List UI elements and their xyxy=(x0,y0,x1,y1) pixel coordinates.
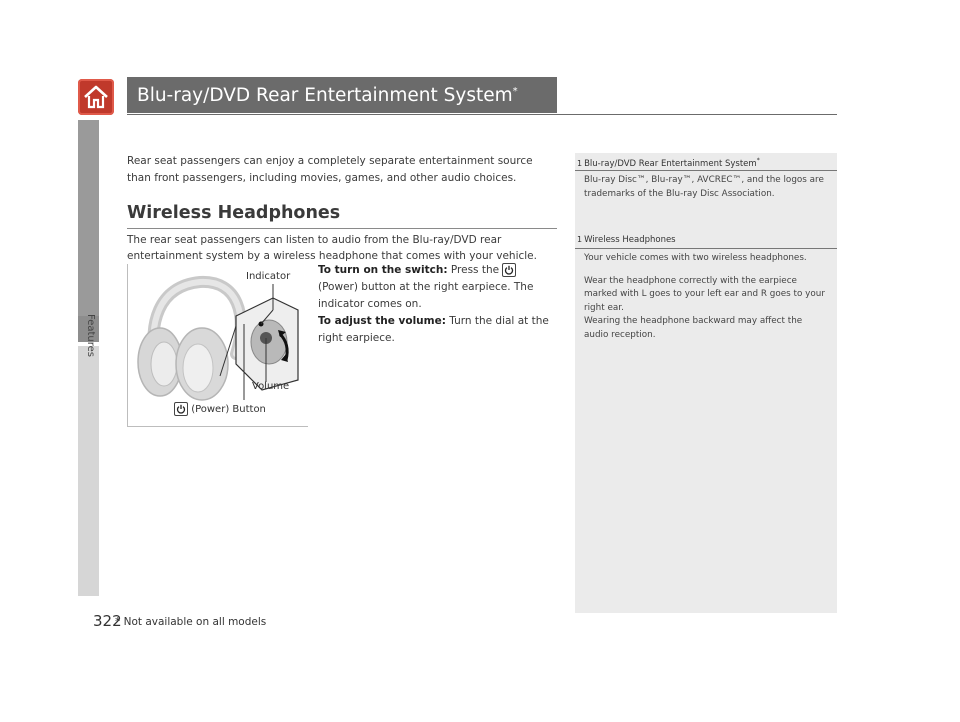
volume-text: Turn the dial at the right earpiece. xyxy=(318,315,549,344)
turn-on-heading: To turn on the switch: xyxy=(318,264,448,276)
section-rule xyxy=(127,228,557,229)
note2-body xyxy=(584,252,829,351)
turn-on-pre: Press the xyxy=(450,264,500,276)
title-asterisk: * xyxy=(512,85,518,97)
home-icon xyxy=(83,85,109,109)
page-title: Blu-ray/DVD Rear Entertainment System* xyxy=(137,85,518,106)
volume-label: Volume xyxy=(252,381,290,392)
note1-number: 1 xyxy=(577,158,583,168)
page-header xyxy=(127,77,557,113)
turn-on-post: (Power) button at the right earpiece. The indicator comes on. xyxy=(318,281,534,310)
note2-number: 1 xyxy=(577,235,583,244)
header-rule xyxy=(127,114,837,115)
side-notes-panel xyxy=(575,153,837,613)
section-heading: Wireless Headphones xyxy=(127,203,341,223)
home-button[interactable] xyxy=(78,79,114,115)
rail-top xyxy=(78,120,99,320)
section-label[interactable]: Features xyxy=(85,314,96,357)
instructions xyxy=(318,262,558,347)
rail-bottom xyxy=(78,346,99,596)
power-icon xyxy=(174,402,188,416)
note2-p3: Wearing the headphone backward may affect the audio reception. xyxy=(584,316,803,340)
power-icon xyxy=(502,263,516,277)
intro-paragraph: Rear seat passengers can enjoy a completely separate entertainment source than front passengers, including movies, games, and other audio choices. xyxy=(127,155,533,184)
headphone-figure xyxy=(127,264,308,427)
power-button-label: (Power) Button xyxy=(174,402,266,416)
note1-rule xyxy=(575,170,837,171)
note2-title: 1 Wireless Headphones xyxy=(577,235,676,245)
note1-title: 1 Blu-ray/DVD Rear Entertainment System* xyxy=(577,157,760,169)
page-number: 322 xyxy=(93,612,122,630)
volume-heading: To adjust the volume: xyxy=(318,315,446,327)
section-paragraph: The rear seat passengers can listen to audio from the Blu-ray/DVD rear entertainment system by a wireless headphone that comes with your vehicle. xyxy=(127,234,537,262)
note2-p2: Wear the headphone correctly with the earpiece marked with L goes to your left ear and R goes to your right ear. xyxy=(584,275,825,313)
note1-body: Blu-ray Disc™, Blu-ray™, AVCREC™, and the logos are trademarks of the Blu-ray Disc Association. xyxy=(584,175,824,199)
indicator-label: Indicator xyxy=(246,271,291,282)
footnote: * Not available on all models xyxy=(115,616,267,628)
note2-p1: Your vehicle comes with two wireless headphones. xyxy=(584,253,807,263)
note2-rule xyxy=(575,248,837,249)
